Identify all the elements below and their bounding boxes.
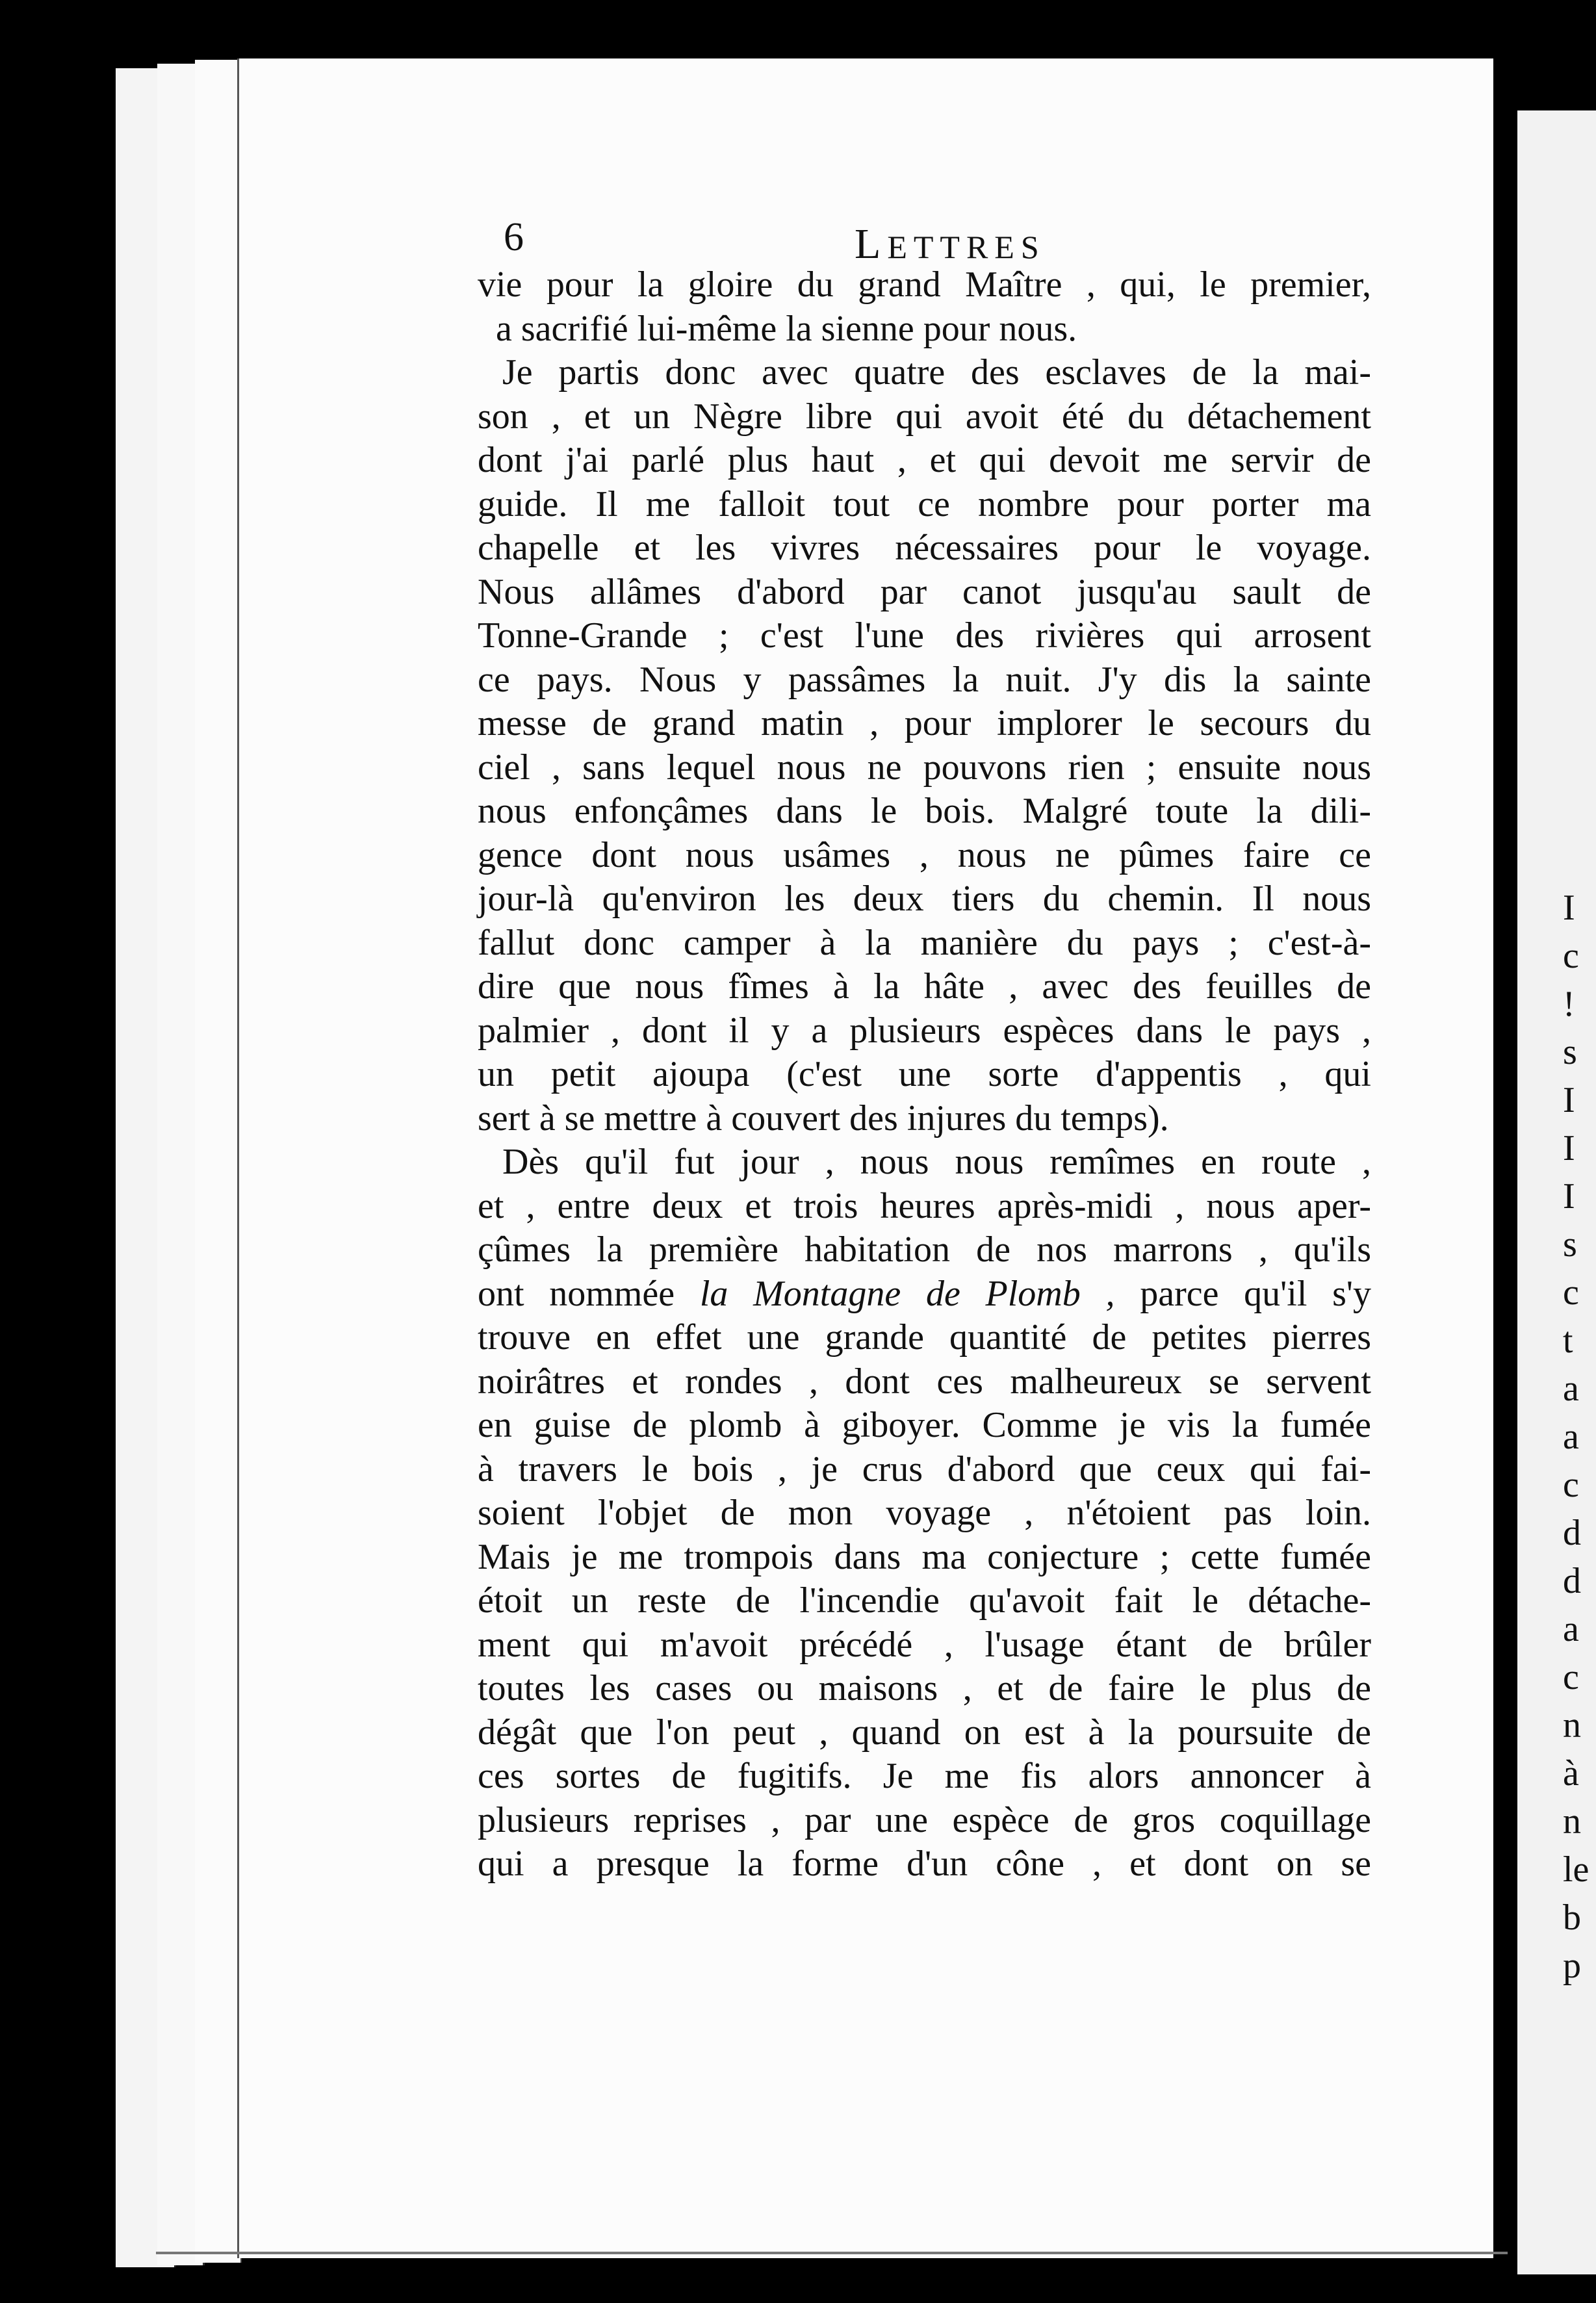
margin-char: c [1563,1657,1579,1697]
margin-char: I [1563,888,1575,928]
text-line: et , entre deux et trois heures après-midi , nous aper- [478,1185,1371,1226]
margin-char: c [1563,1272,1579,1313]
margin-char: le [1563,1849,1590,1890]
text-line: gence dont nous usâmes , nous ne pûmes faire ce [478,834,1371,875]
text-line: nous enfonçâmes dans le bois. Malgré toute la dili- [478,791,1371,831]
text-line: un petit ajoupa (c'est une sorte d'appentis , qui [478,1054,1371,1094]
text-line [478,1272,1371,1317]
text-line: palmier , dont il y a plusieurs espèces dans le pays , [478,1010,1371,1051]
text-line: vie pour la gloire du grand Maître , qui, le premier, [478,264,1371,305]
margin-char: b [1563,1898,1581,1938]
margin-char: s [1563,1224,1577,1265]
text-line: chapelle et les vivres nécessaires pour le voyage. [478,528,1371,568]
text-line: çûmes la première habitation de nos marrons , qu'ils [478,1229,1371,1270]
margin-char: I [1563,1080,1575,1120]
text-line: toutes les cases ou maisons , et de faire le plus de [478,1668,1371,1708]
margin-char: à [1563,1753,1579,1794]
text-line: guide. Il me falloit tout ce nombre pour porter ma [478,483,1371,524]
page-number: 6 [504,215,524,259]
facing-page-text-fragment [1563,884,1595,1990]
margin-char: I [1563,1176,1575,1216]
text-line: en guise de plomb à giboyer. Comme je vis la fumée [478,1405,1371,1445]
text-line: dont j'ai parlé plus haut , et qui devoit me servir de [478,440,1371,480]
text-line: plusieurs reprises , par une espèce de gros coquillage [478,1799,1371,1840]
text-line: ciel , sans lequel nous ne pouvons rien ; ensuite nous [478,747,1371,788]
text-line: dire que nous fîmes à la hâte , avec des feuilles de [478,966,1371,1007]
text-line: ce pays. Nous y passâmes la nuit. J'y dis la sainte [478,659,1371,700]
italic-place-name: la Montagne de Plomb , [699,1273,1115,1314]
margin-char: n [1563,1801,1581,1842]
text-line: Nous allâmes d'abord par canot jusqu'au sault de [478,571,1371,612]
text-line: noirâtres et rondes , dont ces malheureux se servent [478,1361,1371,1402]
text-segment: ont nommée [478,1273,675,1314]
margin-char: a [1563,1369,1579,1409]
text-line: ment qui m'avoit précédé , l'usage étant de brûler [478,1624,1371,1665]
text-segment: parce qu'il s'y [1140,1273,1371,1314]
text-line: Mais je me trompois dans ma conjecture ; cette fumée [478,1536,1371,1577]
margin-char: p [1563,1946,1581,1986]
margin-char: ! [1563,984,1575,1024]
text-line: a sacrifié lui-même la sienne pour nous. [496,308,1077,349]
text-line: étoit un reste de l'incendie qu'avoit fait le détache- [478,1580,1371,1621]
text-line: ces sortes de fugitifs. Je me fis alors annoncer à [478,1756,1371,1796]
margin-char: a [1563,1417,1579,1457]
running-title: LETTRES [855,220,1046,268]
text-line: Dès qu'il fut jour , nous nous remîmes en route , [502,1142,1371,1182]
text-line: sert à se mettre à couvert des injures du temps). [478,1098,1169,1139]
margin-char: c [1563,936,1579,976]
text-line: Tonne-Grande ; c'est l'une des rivières qui arrosent [478,615,1371,656]
text-line: dégât que l'on peut , quand on est à la poursuite de [478,1712,1371,1753]
margin-char: a [1563,1609,1579,1649]
text-line: qui a presque la forme d'un cône , et dont on se [478,1844,1371,1884]
margin-char: t [1563,1320,1573,1361]
text-line: à travers le bois , je crus d'abord que ceux qui fai- [478,1448,1371,1489]
margin-char: c [1563,1465,1579,1505]
text-line: fallut donc camper à la manière du pays ; c'est-à- [478,922,1371,963]
text-line: messe de grand matin , pour implorer le secours du [478,703,1371,743]
text-line: soient l'objet de mon voyage , n'étoient pas loin. [478,1493,1371,1533]
text-line: trouve en effet une grande quantité de petites pierres [478,1317,1371,1357]
margin-char: s [1563,1032,1577,1072]
page-edge [195,60,242,2263]
page-bottom-edge [156,2252,1508,2254]
body-text [478,263,1371,1886]
text-line: Je partis donc avec quatre des esclaves de la mai- [502,352,1371,392]
margin-char: n [1563,1705,1581,1745]
margin-char: I [1563,1128,1575,1168]
text-line: jour-là qu'environ les deux tiers du chemin. Il nous [478,879,1371,919]
margin-char: d [1563,1513,1581,1553]
text-line: son , et un Nègre libre qui avoit été du détachement [478,396,1371,437]
margin-char: d [1563,1561,1581,1601]
